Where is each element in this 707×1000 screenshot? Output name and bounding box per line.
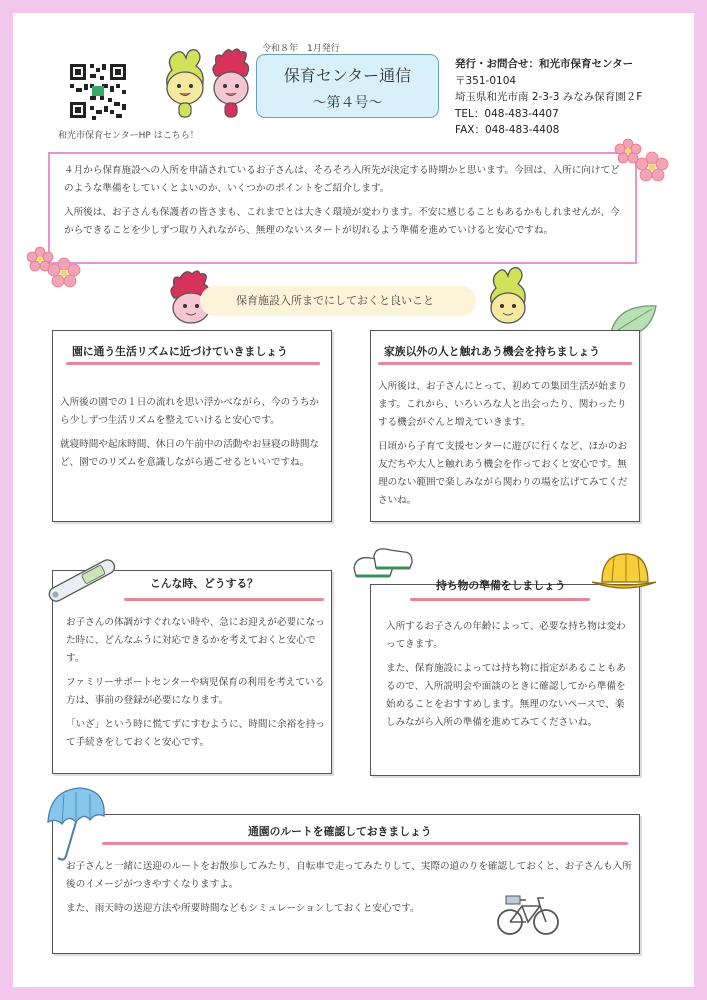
title-underline: [66, 362, 320, 365]
flower-icon: [614, 136, 670, 184]
shoes-icon: [350, 546, 418, 592]
card-rhythm-paragraph-1: 入所後の園での１日の流れを思い浮かべながら、今のうちから少しずつ生活リズムを整えていけると安心です。: [60, 397, 320, 426]
title-underline: [124, 598, 324, 601]
card-family-body: [378, 378, 636, 516]
umbrella-icon: [44, 784, 108, 864]
card-belongings-title: 持ち物の準備をしましょう: [436, 579, 566, 592]
card-family-title: 家族以外の人と触れあう機会を持ちましょう: [384, 345, 600, 358]
publisher-name: 発行・お問合せ：和光市保育センター: [455, 58, 634, 70]
intro-paragraph-2: 入所後は、お子さんも保護者の皆さまも、これまでとは大きく環境が変わります。不安に感じることもあるかもしれませんが、今からできることを少しずつ取り入れながら、無理のないスタートが切れるよう準備を進めていけると安心ですね。: [64, 207, 620, 236]
mascot-red-icon: [208, 46, 254, 124]
card-emergency-title: こんな時、どうする？: [150, 577, 258, 590]
mascot-yellow-icon: [162, 48, 208, 124]
fax-number: FAX：048-483-4408: [455, 124, 560, 136]
intro-paragraph-1: ４月から保育施設への入所を申請されているお子さんは、そろそろ入所先が決定する時期かと思います。今回は、入所に向けてどのような準備をしていくとよいのか、いくつかのポイントをご紹介します。: [64, 165, 620, 194]
thermometer-icon: [38, 556, 124, 606]
issue-number: ～第４号～: [312, 95, 383, 111]
card-family-paragraph-1: 入所後は、お子さんにとって、初めての集団生活が始まります。これから、いろいろな人と出会ったり、関わったりする機会がぐんと増えていきます。: [378, 381, 628, 428]
card-emergency-paragraph-3: 「いざ」という時に慌てずにすむように、時間に余裕を持って手続きをしておくと安心です。: [66, 719, 326, 748]
bicycle-icon: [496, 890, 560, 938]
card-route-paragraph-1: お子さんと一緒に送迎のルートをお散歩してみたり、自転車で走ってみたりして、実際の道のりを確認しておくと、お子さんも入所後のイメージがつきやすくなりますよ。: [66, 861, 632, 890]
postal-code: 〒351-0104: [455, 74, 517, 87]
title-underline: [378, 362, 632, 365]
title-underline: [102, 842, 628, 845]
card-belongings-paragraph-1: 入所するお子さんの年齢によって、必要な持ち物は変わってきます。: [386, 621, 626, 650]
card-rhythm-body: [60, 394, 328, 478]
newsletter-title-box: [256, 54, 439, 118]
card-emergency-paragraph-1: お子さんの体調がすぐれない時や、急にお迎えが必要になった時に、どんなふうに対応できるかを考えておくと安心です。: [66, 617, 325, 664]
card-belongings-paragraph-2: また、保育施設によっては持ち物に指定があることもあるので、入所説明会や面談のときに確認してから準備を始めることをおすすめします。無理のないペースで、楽しみながら入所の準備を進めてみてくださいね。: [386, 663, 626, 728]
issue-date: 令和８年 1月発行: [262, 44, 340, 54]
card-emergency-paragraph-2: ファミリーサポートセンターや病児保育の利用を考えている方は、事前の登録が必要になります。: [66, 677, 325, 706]
flower-icon: [26, 244, 82, 290]
card-belongings-body: [386, 618, 634, 738]
card-route-paragraph-2: また、雨天時の送迎方法や所要時間などもシミュレーションしておくと安心です。: [66, 903, 420, 914]
page-title: 保育センター通信: [283, 66, 412, 85]
intro-box: [48, 152, 637, 264]
address: 埼玉県和光市南 2-3-3 みなみ保育園２F: [455, 91, 643, 103]
publisher-info: [455, 56, 642, 139]
card-family-paragraph-2: 日頃から子育て支援センターに遊びに行くなど、ほかのお友だちや大人と触れあう機会を作っておくと安心です。無理のない範囲で楽しみながら関わりの場を広げてみてくださいね。: [378, 441, 628, 506]
section-heading: [200, 286, 476, 316]
qr-code-icon[interactable]: [66, 60, 130, 122]
section-heading-text: 保育施設入所までにしておくと良いこと: [236, 294, 434, 307]
card-rhythm-title: 園に通う生活リズムに近づけていきましょう: [72, 345, 288, 358]
phone-number: TEL：048-483-4407: [455, 107, 559, 120]
card-route-title: 通園のルートを確認しておきましょう: [248, 825, 432, 838]
card-rhythm-paragraph-2: 就寝時間や起床時間、休日の午前中の活動やお昼寝の時間など、園でのリズムを意識しながら過ごせるといいですね。: [60, 439, 320, 468]
qr-caption: 和光市保育センターHP はこちら！: [58, 131, 199, 141]
mascot-yellow-icon: [486, 266, 530, 330]
card-emergency-body: [66, 614, 328, 758]
hat-icon: [588, 548, 658, 600]
title-underline: [410, 598, 590, 601]
